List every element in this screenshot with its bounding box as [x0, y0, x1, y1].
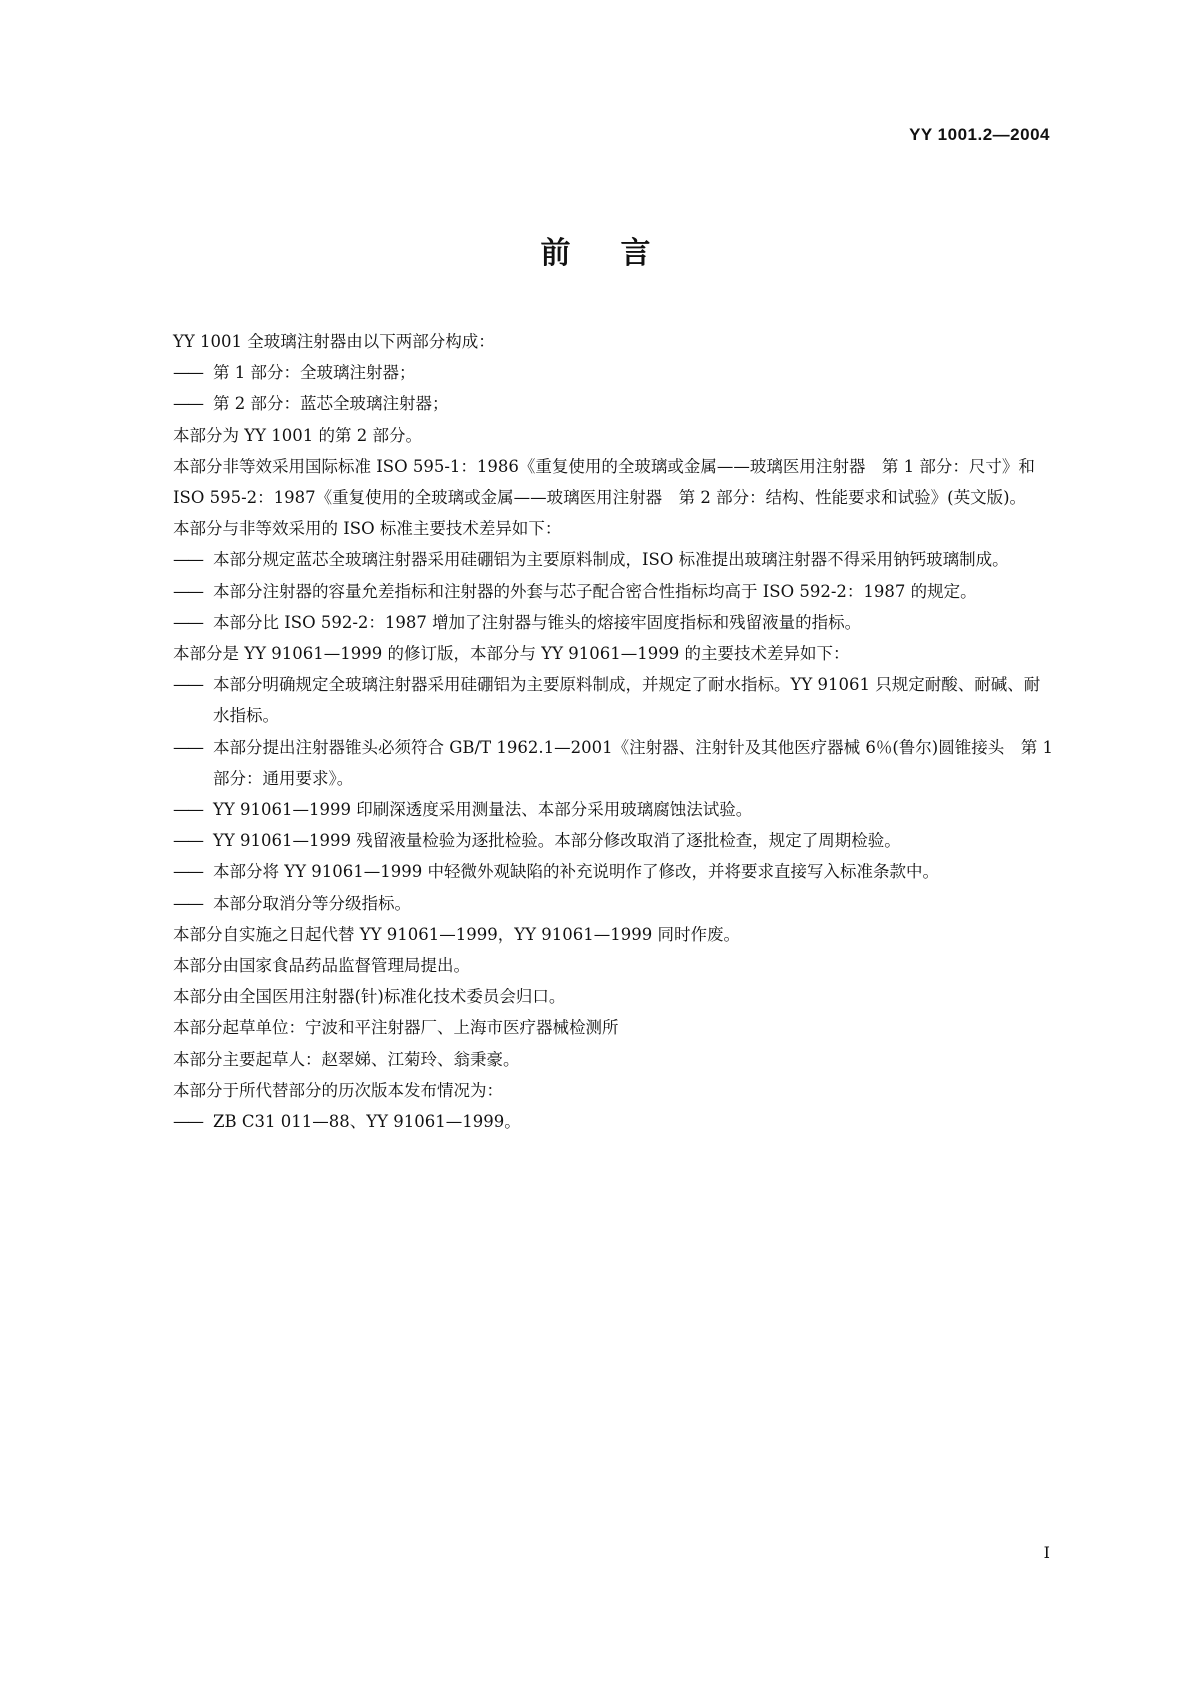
paragraph: 本部分自实施之日起代替 YY 91061—1999，YY 91061—1999 同时作废。 [173, 924, 741, 944]
paragraph: 本部分起草单位：宁波和平注射器厂、上海市医疗器械检测所 [173, 1018, 619, 1038]
paragraph: 本部分主要起草人：赵翠娣、江菊玲、翁秉豪。 [173, 1049, 520, 1069]
dash-list-item: —— 本部分将 YY 91061—1999 中轻微外观缺陷的补充说明作了修改，并将要求直接写入标准条款中。 [173, 856, 1053, 887]
dash-list-item: —— ZB C31 011—88、YY 91061—1999。 [173, 1106, 1053, 1137]
dash-list-item: —— 本部分注射器的容量允差指标和注射器的外套与芯子配合密合性指标均高于 ISO 592-2：1987 的规定。 [173, 576, 1053, 607]
dash-list-item: —— YY 91061—1999 印刷深透度采用测量法、本部分采用玻璃腐蚀法试验。 [173, 794, 1053, 825]
dash-list-item: —— 本部分规定蓝芯全玻璃注射器采用硅硼铝为主要原料制成，ISO 标准提出玻璃注射器不得采用钠钙玻璃制成。 [173, 544, 1053, 575]
dash-list-item: —— YY 91061—1999 残留液量检验为逐批检验。本部分修改取消了逐批检查，规定了周期检验。 [173, 825, 1053, 856]
standard-code: YY 1001.2—2004 [909, 125, 1050, 144]
foreword-body [173, 326, 1053, 1137]
paragraph: 本部分由全国医用注射器(针)标准化技术委员会归口。 [173, 987, 566, 1007]
dash-list-item: —— 第 1 部分：全玻璃注射器； [173, 357, 1053, 388]
page-number: I [1043, 1543, 1050, 1562]
paragraph: 本部分与非等效采用的 ISO 标准主要技术差异如下： [173, 519, 562, 539]
dash-list-item: —— 本部分提出注射器锥头必须符合 GB/T 1962.1—2001《注射器、注射针及其他医疗器械 6％(鲁尔)圆锥接头 第 1 部分：通用要求》。 [173, 732, 1053, 794]
page-title: 前言 [540, 236, 701, 271]
dash-list-item: —— 本部分明确规定全玻璃注射器采用硅硼铝为主要原料制成，并规定了耐水指标。YY 91061 只规定耐酸、耐碱、耐水指标。 [173, 669, 1053, 731]
paragraph: 本部分非等效采用国际标准 ISO 595-1：1986《重复使用的全玻璃或金属——玻璃医用注射器 第 1 部分：尺寸》和 ISO 595-2：1987《重复使用的全玻璃或金属——玻璃医用注射器 第 2 部分：结构、性能要求和试验》(英文版)。 [173, 456, 1035, 508]
paragraph: 本部分于所代替部分的历次版本发布情况为： [173, 1080, 503, 1100]
dash-list-item: —— 第 2 部分：蓝芯全玻璃注射器； [173, 388, 1053, 419]
paragraph: 本部分由国家食品药品监督管理局提出。 [173, 956, 470, 976]
paragraph: 本部分为 YY 1001 的第 2 部分。 [173, 425, 422, 445]
paragraph: YY 1001 全玻璃注射器由以下两部分构成： [173, 332, 495, 351]
dash-list-item: —— 本部分比 ISO 592-2：1987 增加了注射器与锥头的熔接牢固度指标和残留液量的指标。 [173, 607, 1053, 638]
paragraph: 本部分是 YY 91061—1999 的修订版，本部分与 YY 91061—1999 的主要技术差异如下： [173, 644, 850, 664]
dash-list-item: —— 本部分取消分等分级指标。 [173, 888, 1053, 919]
